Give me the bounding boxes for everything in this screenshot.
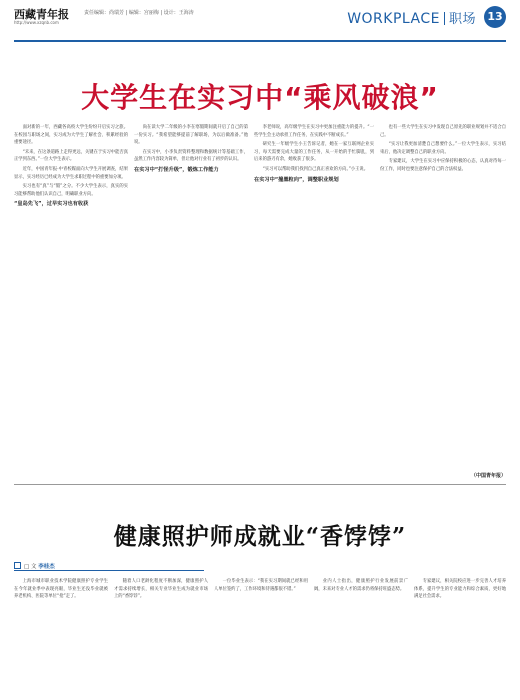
article-column-1 bbox=[14, 124, 128, 476]
paragraph: “实习让我更加清楚自己想要什么。”一位大学生表示，实习结束后，他决定调整自己的职业方向。 bbox=[380, 142, 506, 155]
paragraph: 专家建议，相关院校应进一步完善人才培养体系，提升学生的专业能力和综合素质，更好地满足社会需求。 bbox=[414, 579, 506, 600]
paragraph: 一位毕业生表示：“我在实习期间就已经和用人单位签约了，工作环境和待遇都很不错。” bbox=[214, 579, 308, 592]
article-column-3 bbox=[254, 124, 374, 476]
byline bbox=[14, 562, 55, 570]
subheading: 在实习中“打怪升级”，锻炼工作能力 bbox=[134, 166, 219, 173]
section-label-cn: 职场 bbox=[448, 12, 476, 27]
article-source-credit: （中国青年报） bbox=[470, 473, 506, 479]
paragraph: 也有一些大学生在实习中发现自己原先的职业规划并不适合自己。 bbox=[380, 125, 506, 138]
paragraph: 尚在读大学二年级的小李在寒假期间就开启了自己的第一份实习。“我希望能够提前了解职场，为以后做准备。”他说。 bbox=[134, 125, 248, 146]
paragraph: 专家建议，大学生在实习中应保持积极的心态，认真对待每一份工作，同时也要注意保护自己的合法权益。 bbox=[380, 159, 506, 172]
paragraph: 业内人士指出，健康照护行业发展前景广阔，未来对专业人才的需求仍将保持旺盛态势。 bbox=[314, 579, 408, 592]
page-number-badge: 13 bbox=[484, 6, 506, 28]
article-column-2 bbox=[134, 124, 248, 476]
masthead bbox=[14, 4, 506, 38]
paragraph: 实习也有“真”与“假”之分。不少大学生表示，真实的实习能够帮助他们认识自己，明确职业方向。 bbox=[14, 184, 128, 197]
author-name: 李桂杰 bbox=[38, 564, 55, 570]
newspaper-website: http://www.xzqnb.com bbox=[14, 20, 59, 25]
article-column-2 bbox=[114, 578, 208, 698]
article-separator bbox=[14, 484, 506, 485]
paragraph: “实习可以帮助我们找到自己真正喜欢的方向。”小王说。 bbox=[262, 166, 369, 172]
paragraph: 随着人口老龄化程度不断加深，健康照护人才需求持续增长，相关专业毕业生成为就业市场上的“香饽饽”。 bbox=[114, 579, 208, 600]
article-headline: 健康照护师成就业“香饽饽” bbox=[113, 523, 407, 550]
paragraph: 研究生一年级学生小王告诉记者，她在一家互联网企业实习，每天需要完成大量的工作任务，从一开始的手忙脚乱，到后来的游刃有余，她收获了很多。 bbox=[254, 142, 374, 163]
paragraph: 面对新的一年，西藏各高校大学生纷纷开启实习之旅。在校园与职场之间，实习成为大学生了解社会、积累经验的重要途径。 bbox=[14, 125, 128, 146]
byline-label: □ 文 bbox=[24, 564, 37, 570]
paragraph: 上海市城市职业技术学院健康照护专业学生在今年就业季中表现亮眼，毕业生还没毕业就被养老机构、医院等单位“抢”走了。 bbox=[14, 579, 108, 600]
newspaper-logo: 西藏青年报 bbox=[14, 8, 69, 21]
article-column-4 bbox=[380, 124, 506, 476]
paragraph: 李老师说，高年级学生在实习中更加注重能力的提升。“一些学生会主动承担工作任务，在实践中不断成长。” bbox=[254, 125, 374, 138]
paragraph: “未来，在这条道路上走得更远，关键在于实习中能否真正学到东西。”一位大学生表示。 bbox=[14, 149, 128, 163]
article-column-3 bbox=[214, 578, 308, 698]
article-headline: 大学生在实习中“乘风破浪” bbox=[81, 81, 439, 114]
section-label-en: WORKPLACE bbox=[347, 11, 440, 27]
article-column-1 bbox=[14, 578, 108, 698]
article-column-5 bbox=[414, 578, 506, 698]
byline-box-icon bbox=[14, 562, 21, 569]
byline-rule bbox=[14, 570, 204, 571]
paragraph: 在实习中，小李负责资料整理和数据统计等基础工作，虽然工作内容较为简单，但让他对行业有了初步的认识。 bbox=[134, 149, 248, 163]
masthead-rule bbox=[14, 40, 506, 42]
subheading: “皇岛先飞”，过早实习也有收获 bbox=[14, 201, 89, 208]
section-divider bbox=[444, 12, 445, 25]
article-column-4 bbox=[314, 578, 408, 698]
subheading: 在实习中“撞墨粒向”，调整职业规划 bbox=[254, 176, 339, 183]
editor-meta: 责任编辑：尚瑞芳 | 编辑：宫丽梅 | 设计：王海涛 bbox=[84, 10, 194, 16]
paragraph: 近年，中国青年报·中青校媒面向大学生开展调查，结果显示，实习经历已经成为大学生求职过程中的重要加分项。 bbox=[14, 166, 128, 180]
section-label bbox=[347, 8, 476, 27]
